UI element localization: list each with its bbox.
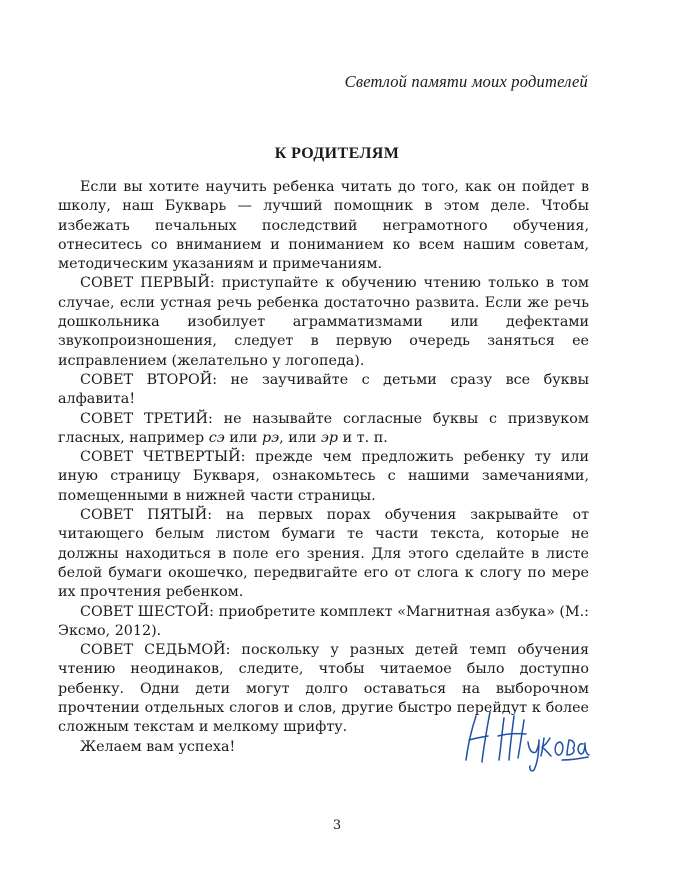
paragraph-text: Желаем вам успеха! xyxy=(80,738,236,755)
advice-lead: СОВЕТ ПЯТЫЙ: xyxy=(80,507,213,524)
page-heading: К РОДИТЕЛЯМ xyxy=(274,145,400,162)
paragraph-text: на первых порах обучения закрывайте от читающего белым листом бумаги те части текста, которые не должны находиться в поле его зрения. Для этого сделайте в листе белой бумаги окошечко, передвигайте его от слога к слогу по мере их прочтения ребенком. xyxy=(58,507,589,601)
example-syllable: рэ xyxy=(261,429,280,446)
advice-lead: СОВЕТ ТРЕТИЙ: xyxy=(80,410,213,427)
intro-paragraph xyxy=(58,178,589,274)
dedication: Светлой памяти моих родителей xyxy=(344,72,588,91)
paragraph-text: , или xyxy=(279,429,321,446)
advice-lead: СОВЕТ ЧЕТВЕРТЫЙ: xyxy=(80,449,246,466)
advice-6-paragraph xyxy=(58,603,589,642)
example-syllable: эр xyxy=(320,429,339,446)
advice-3-paragraph xyxy=(58,410,589,449)
advice-lead: СОВЕТ ШЕСТОЙ: xyxy=(80,603,214,620)
paragraph-text: не называйте согласные буквы с призвуком гласных, например xyxy=(58,410,589,446)
advice-5-paragraph xyxy=(58,506,589,602)
paragraph-text: прежде чем предложить ребенку ту или иную страницу Букваря, ознакомьтесь с нашими замечаниями, помещенными в нижней части страницы. xyxy=(58,449,589,504)
advice-lead: СОВЕТ ВТОРОЙ: xyxy=(80,371,218,388)
paragraph-text: приступайте к обучению чтению только в том случае, если устная речь ребенка достаточно развита. Если же речь дошкольника изобилует аграмматизмами или дефектами звукопроизношения, следует в первую очередь заняться ее исправлением (желательно у логопеда). xyxy=(58,275,589,369)
advice-lead: СОВЕТ СЕДЬМОЙ: xyxy=(80,642,231,659)
paragraph-text: приобретите комплект «Магнитная азбука» (М.: Эксмо, 2012). xyxy=(58,603,589,639)
paragraph-text: или xyxy=(224,429,262,446)
paragraph-text: Если вы хотите научить ребенка читать до того, как он пойдет в школу, наш Букварь — лучший помощник в этом деле. Чтобы избежать печальных последствий неграмотного обучения, отнеситесь со вниманием и пониманием ко всем нашим советам, методическим указаниям и примечаниям. xyxy=(58,179,589,273)
paragraph-text: поскольку у разных детей темп обучения чтению неодинаков, следите, чтобы читаемое было доступно ребенку. Одни дети могут долго оставаться на выборочном прочтении отдельных слогов и слов, другие быстро перейдут к более сложным текстам и мелкому шрифту. xyxy=(58,642,589,736)
paragraph-text: и т. п. xyxy=(338,429,388,446)
page-number: 3 xyxy=(332,818,342,833)
example-syllable: сэ xyxy=(208,429,225,446)
paragraph-text: не заучивайте с детьми сразу все буквы алфавита! xyxy=(58,371,589,408)
advice-1-paragraph xyxy=(58,274,589,370)
body-text xyxy=(58,178,589,757)
advice-4-paragraph xyxy=(58,448,589,506)
advice-2-paragraph xyxy=(58,371,589,410)
signature xyxy=(452,700,592,775)
advice-lead: СОВЕТ ПЕРВЫЙ: xyxy=(80,275,215,292)
